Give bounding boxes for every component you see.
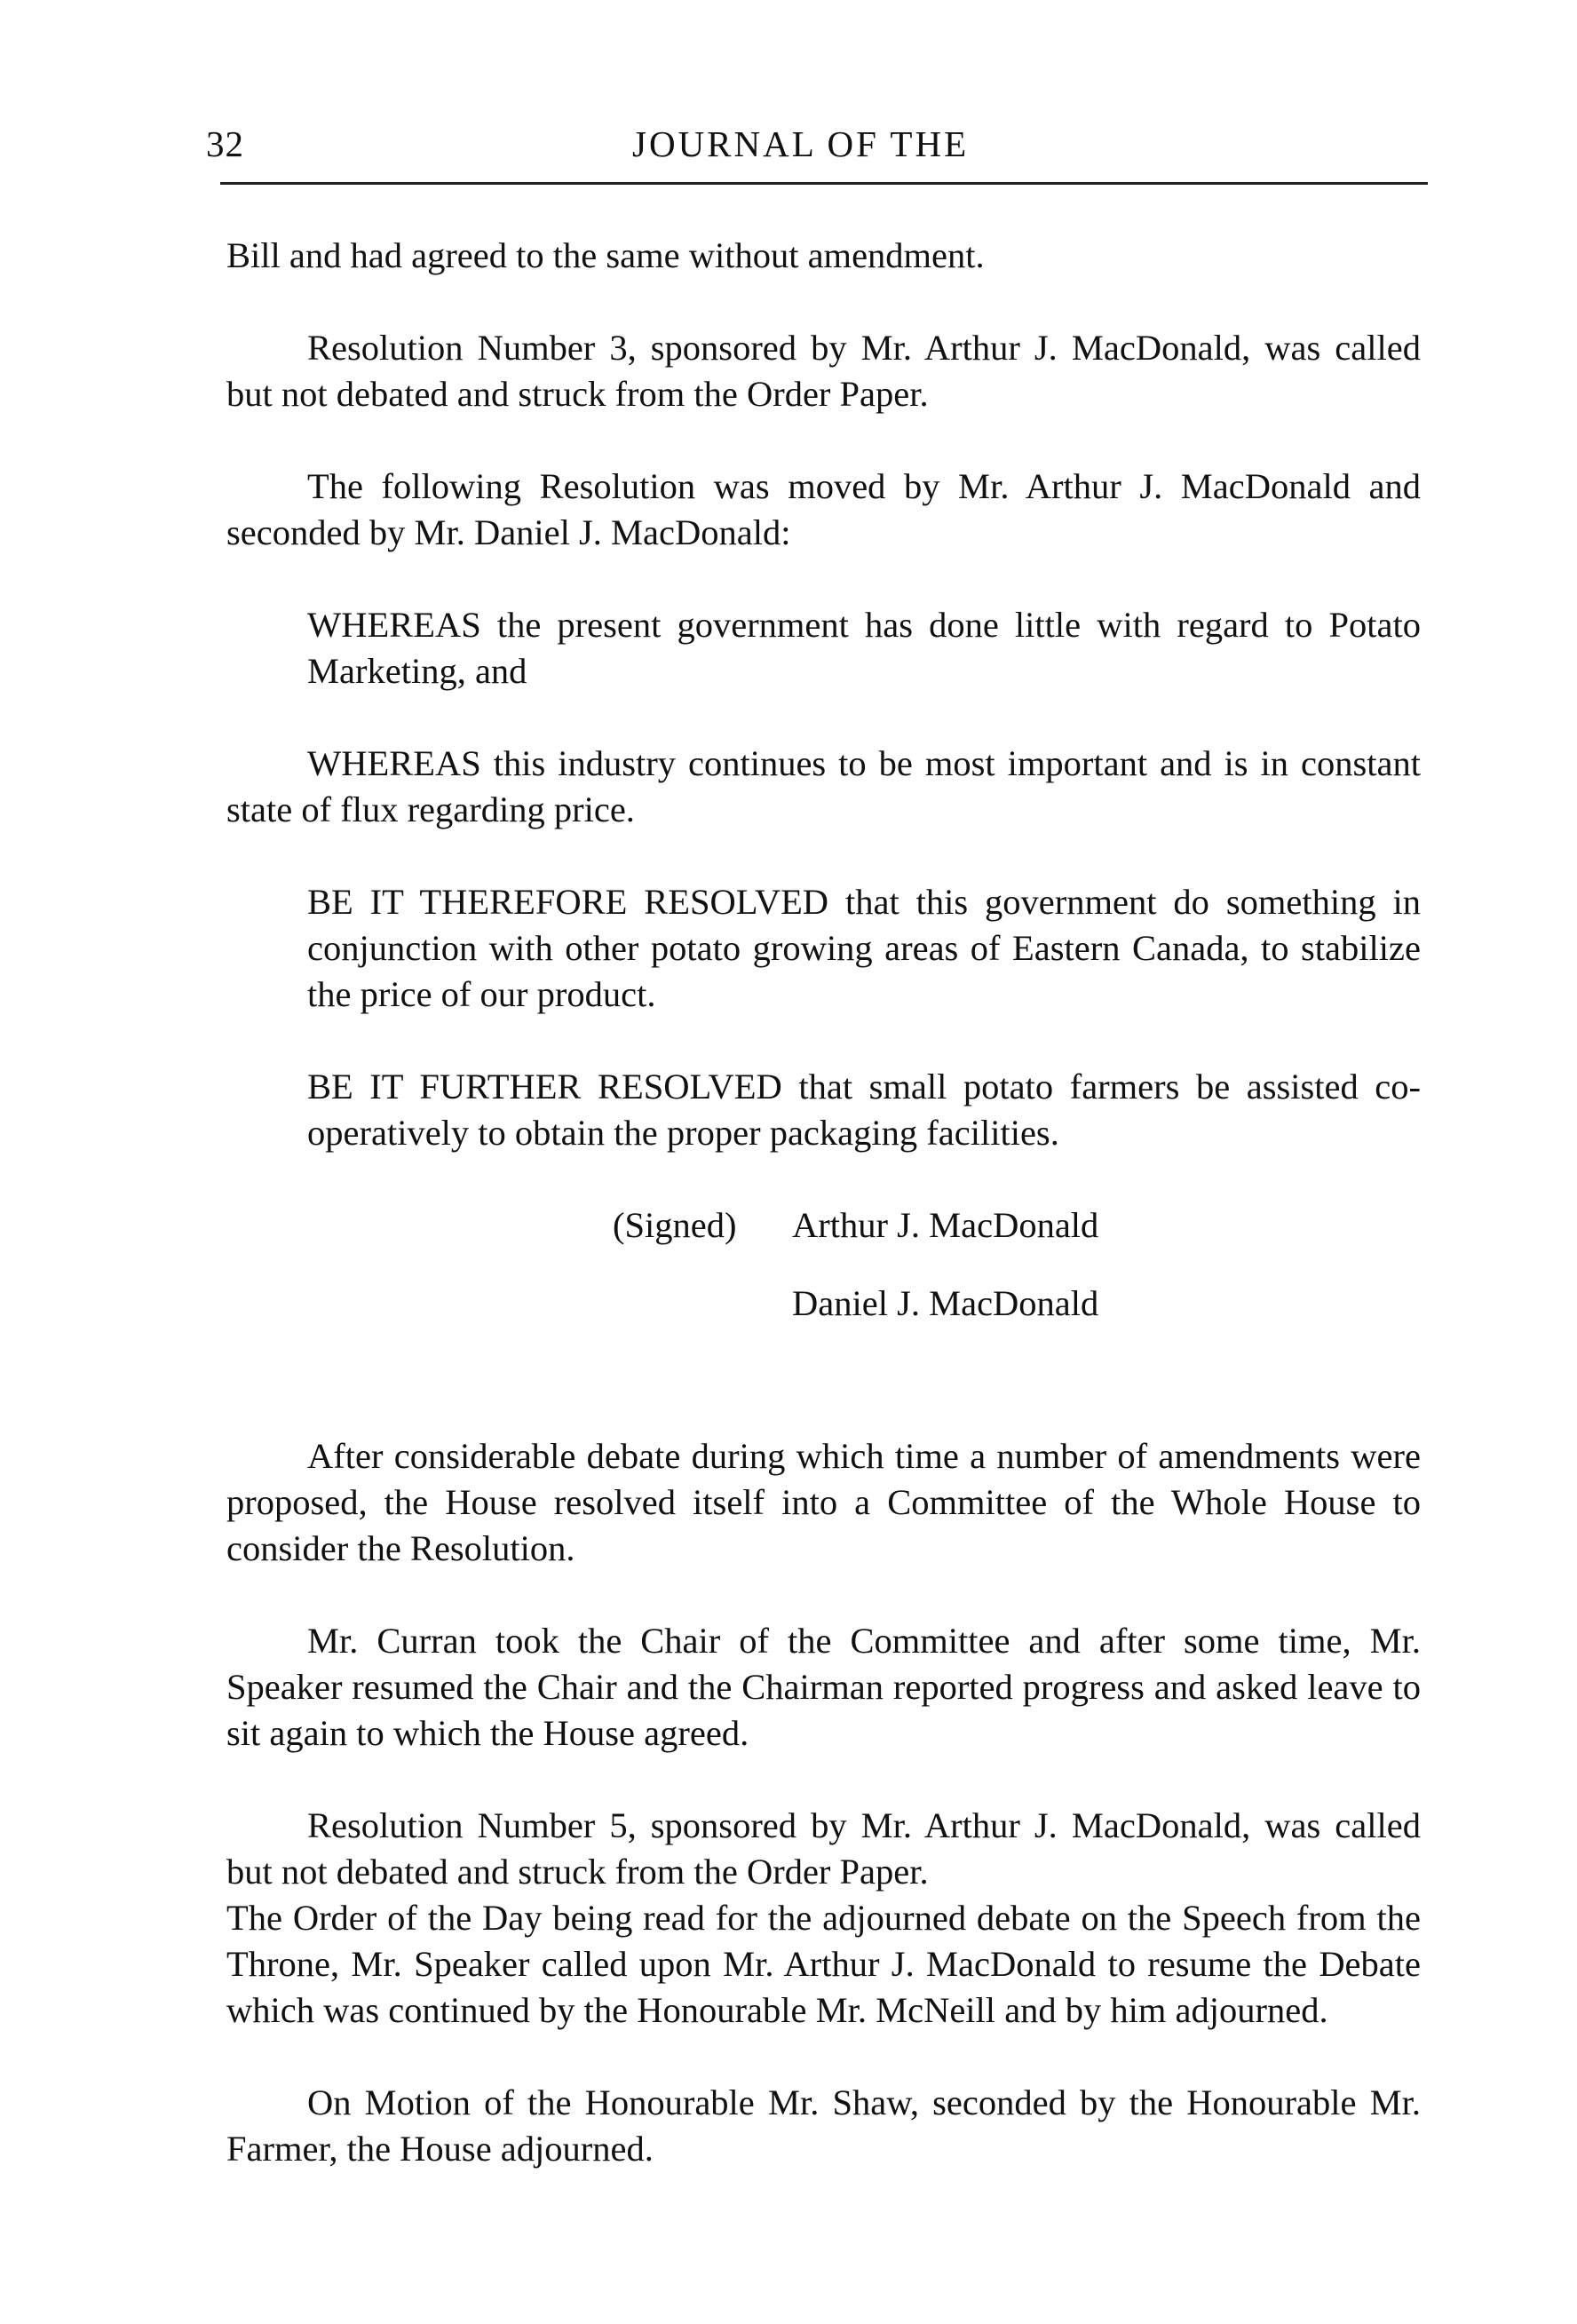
whereas-clause-1: WHEREAS the present government has done little with regard to Potato Marketing, and — [307, 605, 1421, 691]
page-number: 32 — [206, 123, 244, 164]
header-rule — [220, 182, 1428, 185]
paragraph-resolution-3: Resolution Number 3, sponsored by Mr. Arthur J. MacDonald, was called but not debated and struck from the Order Paper. — [226, 328, 1421, 414]
page-header — [206, 123, 1431, 176]
paragraph-bill-agreed: Bill and had agreed to the same without amendment. — [226, 235, 985, 275]
paragraph-debate: After considerable debate during which time a number of amendments were proposed, the House resolved itself into a Committee of the Whole House to consider the Resolution. — [226, 1436, 1421, 1568]
body-text — [226, 233, 1421, 2218]
paragraph-order-of-day: The Order of the Day being read for the adjourned debate on the Speech from the Throne, Mr. Speaker called upon Mr. Arthur J. MacDonald to resume the Debate which was continued by the Honourable Mr. McNeill and by him adjourned. — [226, 1898, 1421, 2030]
signed-label: (Signed) — [613, 1205, 737, 1245]
signature-name: Arthur J. MacDonald — [792, 1205, 1099, 1245]
resolved-clause-1: BE IT THEREFORE RESOLVED that this government do something in conjunction with other potato growing areas of Eastern Canada, to stabilize the price of our product. — [307, 882, 1421, 1014]
whereas-clause-2: WHEREAS this industry continues to be most important and is in constant state of flux regarding price. — [226, 743, 1421, 829]
signature-block — [226, 1202, 1421, 1371]
signature-name: Daniel J. MacDonald — [792, 1283, 1099, 1323]
paragraph-resolution-moved: The following Resolution was moved by Mr. Arthur J. MacDonald and seconded by Mr. Daniel J. MacDonald: — [226, 466, 1421, 552]
resolved-clause-2: BE IT FURTHER RESOLVED that small potato farmers be assisted co-operatively to obtain the proper packaging facilities. — [307, 1067, 1421, 1153]
running-head: JOURNAL OF THE — [632, 123, 970, 164]
paragraph-adjournment: On Motion of the Honourable Mr. Shaw, seconded by the Honourable Mr. Farmer, the House adjourned. — [226, 2082, 1421, 2169]
paragraph-resolution-5: Resolution Number 5, sponsored by Mr. Arthur J. MacDonald, was called but not debated and struck from the Order Paper. — [226, 1805, 1421, 1892]
paragraph-committee: Mr. Curran took the Chair of the Committee and after some time, Mr. Speaker resumed the Chair and the Chairman reported progress and asked leave to sit again to which the House agreed. — [226, 1621, 1421, 1753]
